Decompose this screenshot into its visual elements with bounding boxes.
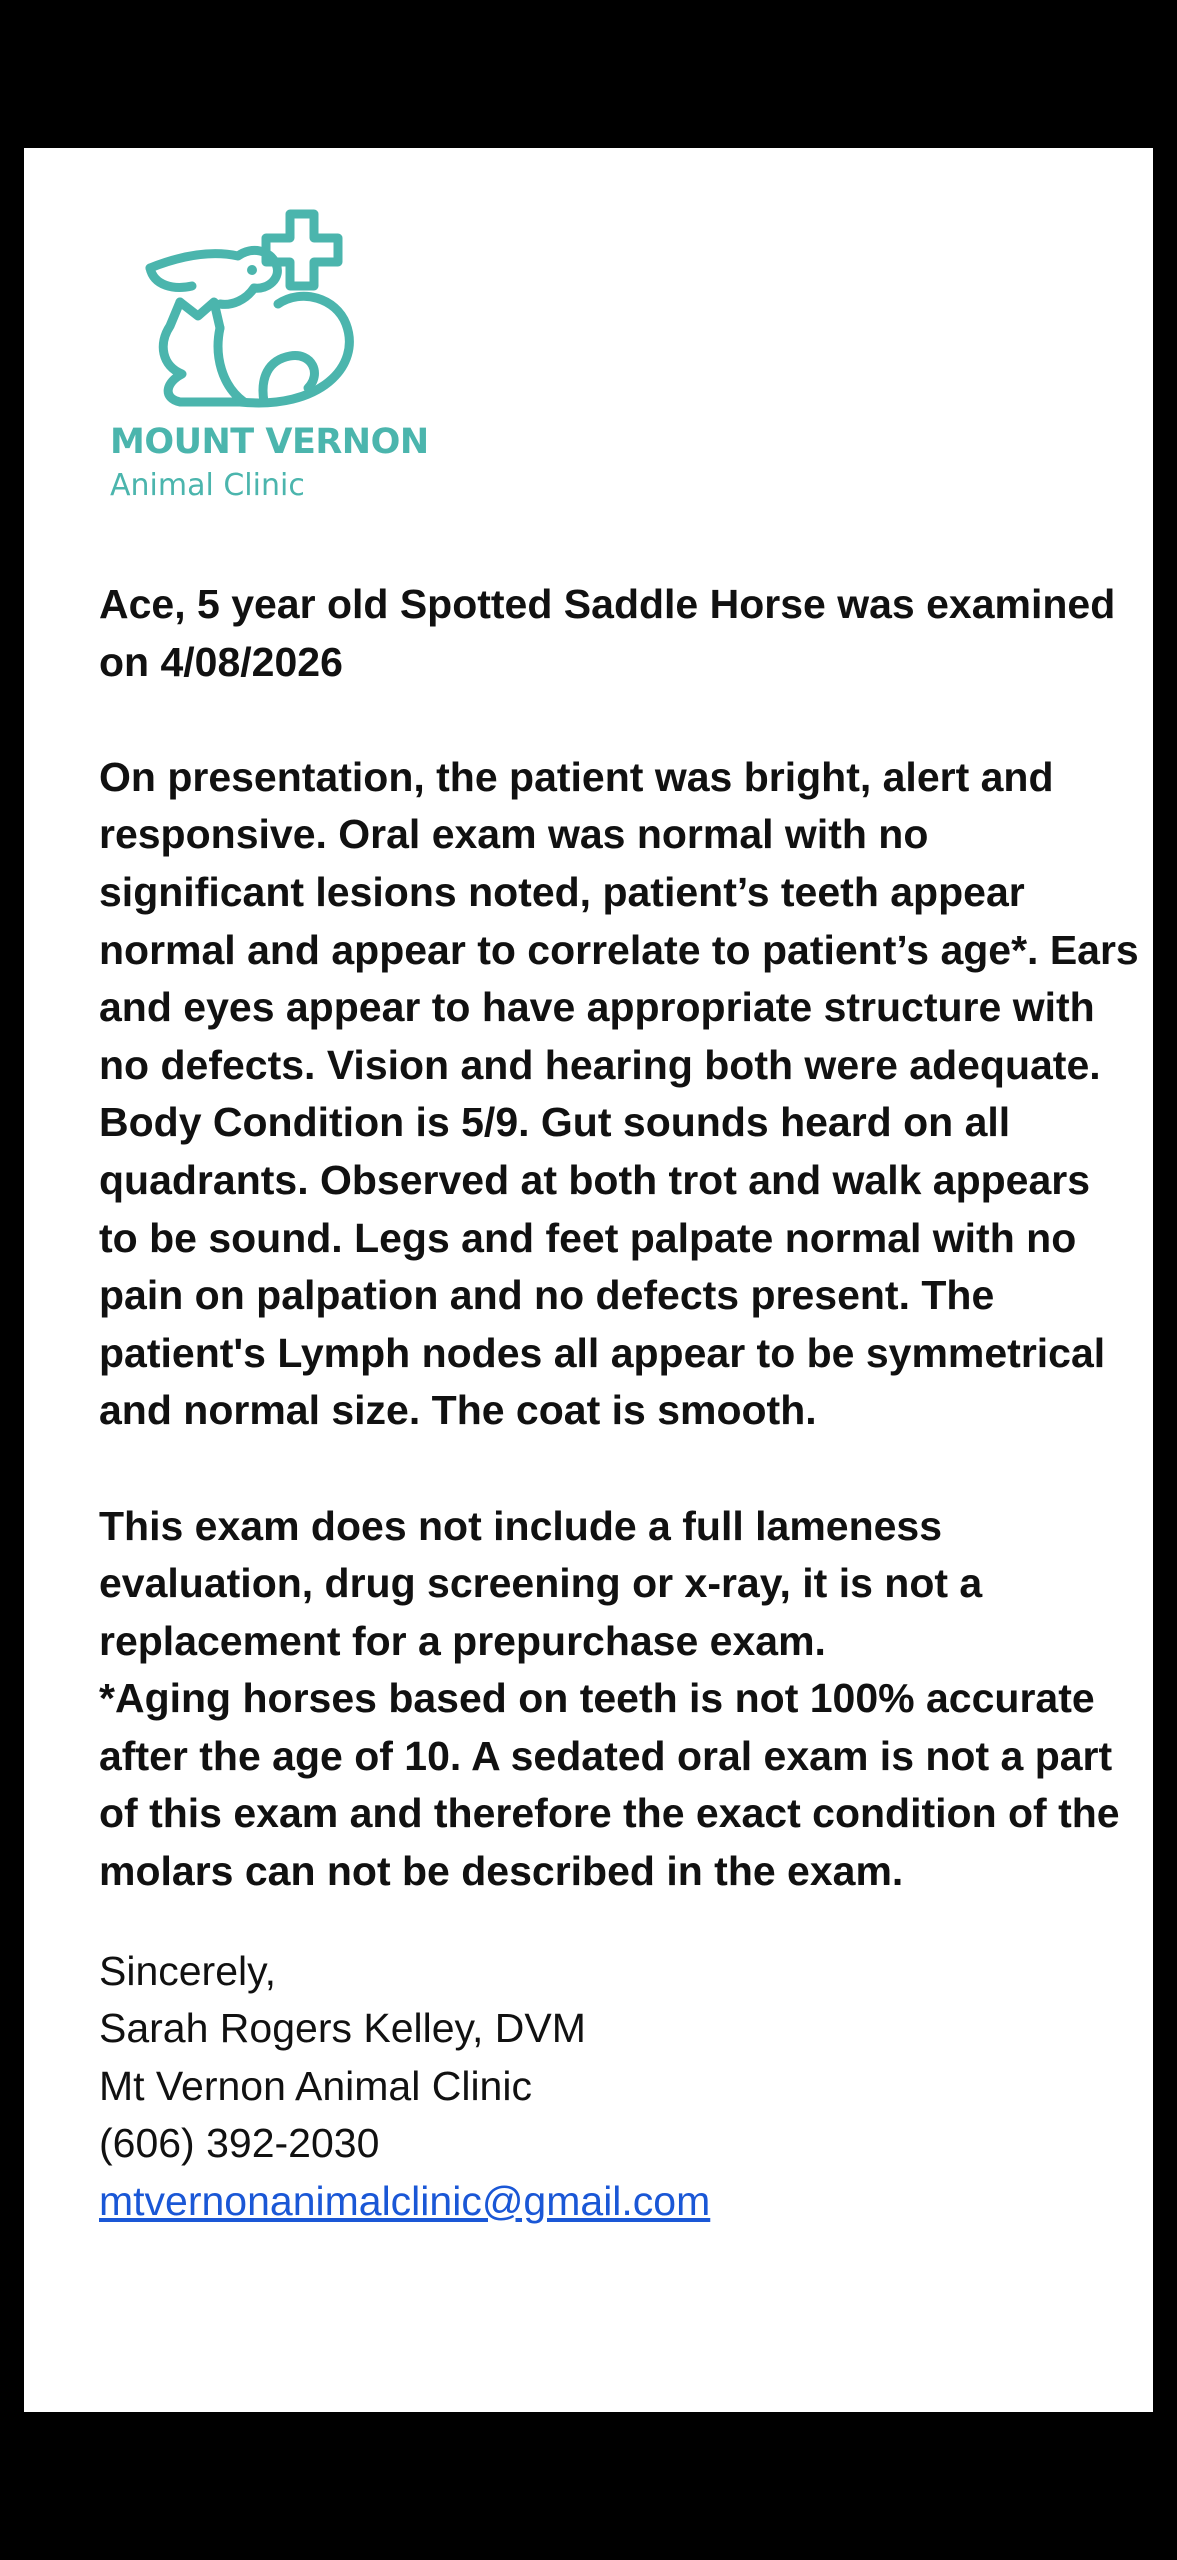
clinic-logo-name: MOUNT VERNON xyxy=(110,422,429,462)
closing: Sincerely, xyxy=(99,1947,276,1994)
clinic-name: Mt Vernon Animal Clinic xyxy=(99,2062,532,2109)
pets-with-medical-cross-icon xyxy=(140,206,370,416)
exam-intro: Ace, 5 year old Spotted Saddle Horse was examined on 4/08/2026 xyxy=(99,581,1116,685)
letter-content xyxy=(99,576,1139,2231)
clinic-logo xyxy=(110,206,490,516)
email-link[interactable]: mtvernonanimalclinic@gmail.com xyxy=(99,2178,711,2225)
clinic-logo-subtitle: Animal Clinic xyxy=(110,468,305,503)
exam-disclaimer: This exam does not include a full lameness evaluation, drug screening or x-ray, it is not a replacement for a prepurchase exam. xyxy=(99,1502,983,1664)
signature-block xyxy=(99,1943,1139,2231)
letter-page xyxy=(24,148,1153,2412)
teeth-aging-footnote: *Aging horses based on teeth is not 100% accurate after the age of 10. A sedated oral exam is not a part of this exam and therefore the exact condition of the molars can not be described in the exam. xyxy=(99,1675,1120,1895)
vet-name: Sarah Rogers Kelley, DVM xyxy=(99,2005,586,2052)
phone-number: (606) 392-2030 xyxy=(99,2120,380,2167)
exam-findings: On presentation, the patient was bright, alert and responsive. Oral exam was normal with no significant lesions noted, patient’s teeth appear normal and appear to correlate to patient’s age*. Ears and eyes appear to have appropriate structure with no defects. Vision and hearing both were adequate. Body Condition is 5/9. Gut sounds heard on all quadrants. Observed at both trot and walk appears to be sound. Legs and feet palpate normal with no pain on palpation and no defects present. The patient's Lymph nodes all appear to be symmetrical and normal size. The coat is smooth. xyxy=(99,753,1139,1434)
